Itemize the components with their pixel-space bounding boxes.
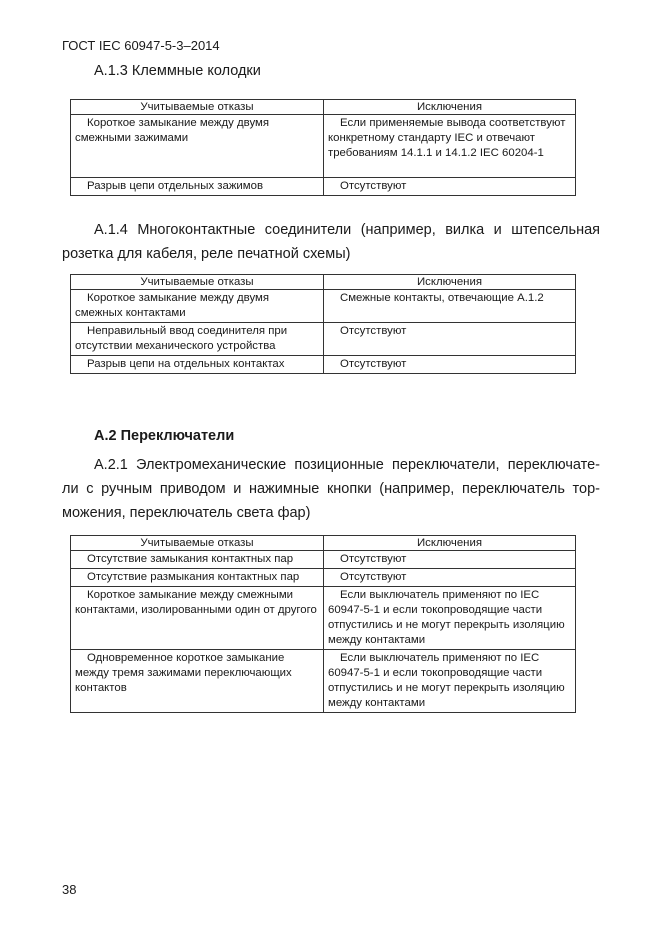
- table-header-row: [71, 100, 576, 115]
- table-row: [71, 356, 576, 374]
- section-a21-paragraph: [62, 453, 600, 525]
- table-row: [71, 178, 576, 196]
- exception-cell: Отсутствуют: [340, 325, 407, 337]
- table-row: [71, 587, 576, 650]
- column-header-exceptions: Исключения: [324, 536, 576, 551]
- paragraph-line: розетка для кабеля, реле печатной схемы): [62, 246, 351, 262]
- document-code-header: ГОСТ IEC 60947-5-3–2014: [62, 38, 220, 53]
- exception-cell: Отсутствуют: [340, 571, 407, 583]
- table-row: [71, 290, 576, 323]
- column-header-failures: Учитываемые отказы: [71, 275, 324, 290]
- switches-table: [70, 535, 576, 713]
- failure-cell: Разрыв цепи на отдельных контактах: [87, 358, 285, 370]
- column-header-exceptions: Исключения: [324, 275, 576, 290]
- column-header-failures: Учитываемые отказы: [71, 536, 324, 551]
- failure-cell: Разрыв цепи отдельных зажимов: [87, 180, 264, 192]
- failure-cell: Короткое замыкание между смежными контактами, изолированными один от другого: [75, 589, 317, 616]
- section-a2-title: А.2 Переключатели: [94, 428, 235, 444]
- paragraph-line: можения, переключатель света фар): [62, 505, 311, 521]
- table-row: [71, 650, 576, 713]
- page-number: 38: [62, 882, 77, 897]
- terminal-blocks-table: [70, 99, 576, 196]
- column-header-exceptions: Исключения: [324, 100, 576, 115]
- paragraph-line: А.2.1 Электромеханические позиционные переключатели, переключате-: [94, 457, 600, 473]
- multicontact-connectors-table: [70, 274, 576, 374]
- exception-cell: Отсутствуют: [340, 553, 407, 565]
- failure-cell: Одновременное короткое замыкание между тремя зажимами переключающих контактов: [75, 652, 292, 694]
- paragraph-line: А.1.4 Многоконтактные соединители (например, вилка и штепсельная: [94, 222, 600, 238]
- failure-cell: Отсутствие размыкания контактных пар: [87, 571, 300, 583]
- table-row: [71, 569, 576, 587]
- failure-cell: Короткое замыкание между двумя смежными зажимами: [75, 117, 270, 144]
- table-header-row: [71, 275, 576, 290]
- failure-cell: Короткое замыкание между двумя смежных контактами: [75, 292, 270, 319]
- column-header-failures: Учитываемые отказы: [71, 100, 324, 115]
- table-row: [71, 115, 576, 178]
- table-header-row: [71, 536, 576, 551]
- section-a13-title: А.1.3 Клеммные колодки: [94, 63, 261, 79]
- failure-cell: Неправильный ввод соединителя при отсутствии механического устройства: [75, 325, 288, 352]
- exception-cell: Смежные контакты, отвечающие А.1.2: [340, 292, 544, 304]
- table-row: [71, 551, 576, 569]
- exception-cell: Если выключатель применяют по IEC 60947-5-1 и если токопроводящие части отпустились и не могут перекрыть изоляцию между контактами: [328, 589, 565, 646]
- section-a14-paragraph: [62, 218, 600, 266]
- failure-cell: Отсутствие замыкания контактных пар: [87, 553, 294, 565]
- table-row: [71, 323, 576, 356]
- exception-cell: Если применяемые вывода соответствуют конкретному стандарту IEC и отвечают требованиям 14.1.1 и 14.1.2 IEC 60204-1: [328, 117, 566, 159]
- exception-cell: Если выключатель применяют по IEC 60947-5-1 и если токопроводящие части отпустились и не могут перекрыть изоляцию между контактами: [328, 652, 565, 709]
- exception-cell: Отсутствуют: [340, 358, 407, 370]
- paragraph-line: ли с ручным приводом и нажимные кнопки (например, переключатель тор-: [62, 481, 600, 497]
- exception-cell: Отсутствуют: [340, 180, 407, 192]
